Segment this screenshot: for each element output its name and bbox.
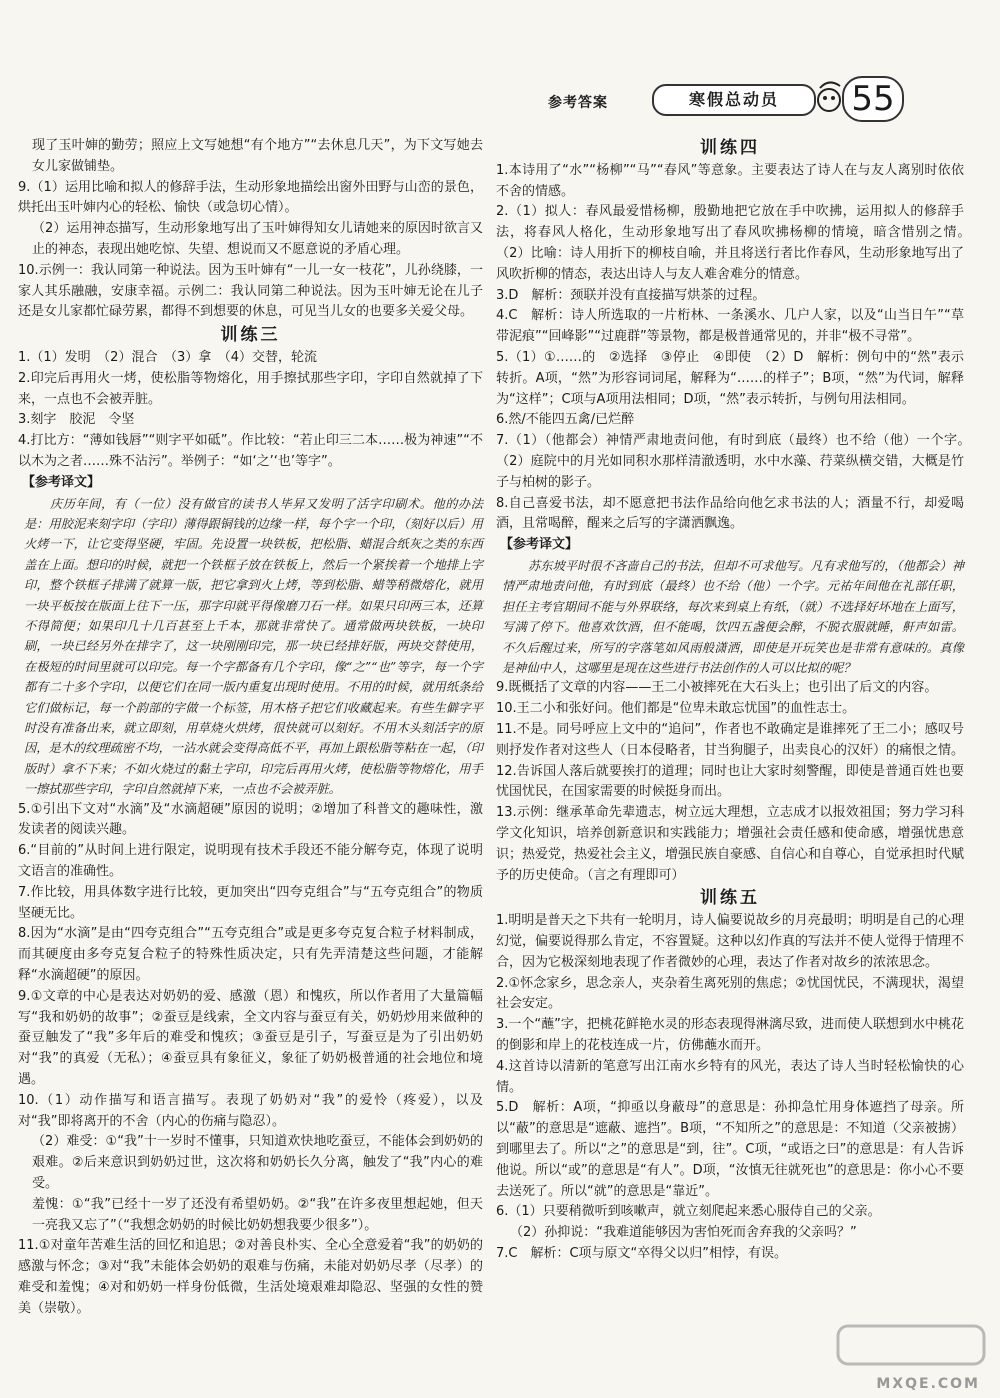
answer-paragraph: 3.一个“蘸”字，把桃花鲜艳水灵的形态表现得淋漓尽致，进而使人联想到水中桃花的倒影和岸上的花枝连成一片，仿佛蘸水而开。 bbox=[496, 1017, 964, 1053]
page-number: 55 bbox=[842, 76, 904, 122]
answer-paragraph: 12.告诉国人落后就要挨打的道理；同时也让大家时刻警醒，即使是普通百姓也要忧国忧民，在国家需要的时候挺身而出。 bbox=[496, 763, 964, 800]
section-heading: 训练五 bbox=[700, 888, 760, 909]
answer-paragraph: 9.①文章的中心是表达对奶奶的爱、感激（恩）和愧疚，所以作者用了大量篇幅写“我和奶奶的故事”；②蚕豆是线索，全文内容与蚕豆有关，奶奶炒用来做种的蚕豆触发了“我”多年后的难受和愧疚；③蚕豆是引子，写蚕豆是为了引出奶奶对“我”的真爱（无私）；④蚕豆具有象征义，象征了奶奶极普通的社会地位和境遇。 bbox=[18, 988, 483, 1087]
answer-paragraph: 2.①怀念家乡，思念亲人，夹杂着生离死别的焦虑；②忧国忧民，不满现状，渴望社会安定。 bbox=[496, 975, 964, 1012]
answer-paragraph: 4.C 解析：诗人所选取的一片桁林、一条溪水、几户人家，以及“山当日午”“草带泥痕”“回峰影”“过鹿群”等景物，都是极普通常见的，并非“极不寻常”。 bbox=[496, 308, 964, 345]
answer-paragraph: 现了玉叶婶的勤劳；照应上文写她想“有个地方”“去休息几天”，为下文写她去女儿家做铺垫。 bbox=[32, 138, 483, 174]
answer-paragraph: 1.明明是普天之下共有一轮明月，诗人偏要说故乡的月亮最明；明明是自己的心理幻觉，偏要说得那么肯定，不容置疑。这种以幻作真的写法并不使人觉得于情理不合，因为它极深刻地表现了作者微妙的心理，表达了作者对故乡的浓浓思念。 bbox=[496, 913, 965, 970]
reference-translation-text: 苏东坡平时很不吝啬自己的书法，但却不可求他写。凡有求他写的，（他都会）神情严肃地责问他，有时到底（最终）也不给（他）一个字。元祐年间他在礼部任职，担任主考官期间不能与外界联络，每次来到桌上有纸，（就）不选择好坏地在上面写，写满了停下。他喜欢饮酒，但不能喝，饮四五盏便会醉，不脱衣服就睡，鼾声如雷。不久后醒过来，所写的字落笔如风雨般潇洒，即使是开玩笑也是非常有意味的。真像是神仙中人，这哪里是现在这些进行书法创作的人可以比拟的呢？ bbox=[502, 558, 964, 675]
answer-paragraph: 5.（1）①……的 ②选择 ③停止 ④即使 （2）D 解析：例句中的“然”表示转折。A项，“然”为形容词词尾，解释为“……的样子”；B项，“然”为代词，解释为“这样”；C项与A项用法相同；D项，“然”表示转折，与例句用法相同。 bbox=[496, 349, 964, 407]
answer-paragraph: 3.D 解析：颈联并没有直接描写烘茶的过程。 bbox=[496, 287, 766, 303]
answer-paragraph: （2）难受：①“我”十一岁时不懂事，只知道欢快地吃蚕豆，不能体会到奶奶的艰难。②后来意识到奶奶过世，这次将和奶奶长久分离，触发了“我”内心的难受。 bbox=[32, 1134, 483, 1191]
answer-paragraph: 10.（1）动作描写和语言描写。表现了奶奶对“我”的爱怜（疼爱），以及对“我”即将离开的不舍（内心的伤痛与隐忍）。 bbox=[18, 1092, 483, 1129]
answer-paragraph: 10.示例一：我认同第一种说法。因为玉叶婶有“一儿一女一枝花”，儿孙绕膝，一家人其乐融融，安康幸福。示例二：我认同第二种说法。因为玉叶婶无论在儿子还是女儿家都忙碌劳累，都得不到想要的休息，可见当儿女的也要多关爱父母。 bbox=[18, 262, 483, 320]
reference-translation-label: 【参考译文】 bbox=[22, 474, 101, 490]
answer-paragraph: 4.打比方：“薄如钱唇”“则字平如砥”。作比较：“若止印三二本……极为神速”“不以木为之者……殊不沾污”。举例子：“如‘之’‘也’等字”。 bbox=[18, 433, 483, 469]
right-column bbox=[496, 136, 978, 1265]
watermark-text: MXQE.COM bbox=[876, 1376, 980, 1392]
answer-paragraph: 1.（1）发明 （2）混合 （3）拿 （4）交替，轮流 bbox=[18, 349, 317, 365]
answer-paragraph: 7.作比较，用具体数字进行比较，更加突出“四夸克组合”与“五夸克组合”的物质坚硬无比。 bbox=[18, 884, 483, 921]
answer-paragraph: 10.王二小和张好问。他们都是“位卑未敢忘忧国”的血性志士。 bbox=[496, 701, 856, 717]
answer-paragraph: 5.D 解析：A项，“抑亟以身蔽母”的意思是：孙抑急忙用身体遮挡了母亲。所以“蔽”的意思是“遮蔽、遮挡”。B项，“不知所之”的意思是：不知道（父亲被掳）到哪里去了。所以“之”的意思是“到，往”。C项，“或语之曰”的意思是：有人告诉他说。所以“或”的意思是“有人”。D项，“汝慎无往就死也”的意思是：你小心不要去送死了。所以“就”的意思是“靠近”。 bbox=[496, 1100, 964, 1199]
answer-paragraph: 9.（1）运用比喻和拟人的修辞手法，生动形象地描绘出窗外田野与山峦的景色，烘托出玉叶婶内心的轻松、愉快（或急切心情）。 bbox=[18, 179, 483, 216]
answer-paragraph: 8.因为“水滴”是由“四夸克组合”“五夸克组合”或是更多夸克复合粒子材料制成，而其硬度由多夸克复合粒子的特殊性质决定，只有先弄清楚这些问题，才能解释“水滴超硬”的原因。 bbox=[18, 926, 483, 984]
answer-paragraph: 11.不是。同号呼应上文中的“追问”，作者也不敢确定是谁摔死了王二小；感叹号则抒发作者对这些人（日本侵略者，甘当狗腿子，出卖良心的汉奸）的痛恨之情。 bbox=[496, 721, 965, 758]
answer-paragraph: 9.既概括了文章的内容——王二小被摔死在大石头上；也引出了后文的内容。 bbox=[496, 680, 938, 696]
answer-paragraph: 5.①引出下文对“水滴”及“水滴超硬”原因的说明；②增加了科普文的趣味性，激发读者的阅读兴趣。 bbox=[18, 801, 483, 838]
section-heading: 训练三 bbox=[220, 325, 281, 346]
answer-paragraph: 1.本诗用了“水”“杨柳”“马”“春风”等意象。主要表达了诗人在与友人离别时依依不舍的情感。 bbox=[496, 162, 964, 199]
answer-paragraph: 3.刻字 胶泥 令坚 bbox=[18, 412, 135, 428]
answer-paragraph: 4.这首诗以清新的笔意写出江南水乡特有的风光，表达了诗人当时轻松愉快的心情。 bbox=[496, 1058, 964, 1095]
answer-paragraph: 6.“目前的”从时间上进行限定，说明现有技术手段还不能分解夸克，体现了说明文语言的准确性。 bbox=[18, 843, 483, 880]
reference-translation-text: 庆历年间，有（一位）没有做官的读书人毕昇又发明了活字印刷术。他的办法是：用胶泥来刻字印（字印）薄得跟铜钱的边缘一样，每个字一个印，（刻好以后）用火烤一下，让它变得坚硬，牢固。先设置一块铁板，把松脂、蜡混合纸灰之类的东西盖在上面。想印的时候，就把一个铁框子放在铁板上，然后一个紧挨着一个地排上字印，整个铁框子排满了就算一版，把它拿到火上烤，等到松脂、蜡等稍微熔化，就用一块平板按在版面上往下一压，那字印就平得像磨刀石一样。如果只印两三本，还算不得简便；如果印几十几百甚至上千本，那就非常快了。通常做两块铁板，一块印刷，一块已经另外在排字了，这一块刚刚印完，那一块已经排好版，两块交替使用，在极短的时间里就可以印完。每一个字都备有几个字印，像“之”“也”等字，每一个字都有二十多个字印，以便它们在同一版内重复出现时使用。不用的时候，就用纸条给它们做标记，每一个韵部的字做一个标签，用木格子把它们收藏起来。有些生僻字平时没有准备出来，就立即刻，用草烧火烘烤，很快就可以刻好。不用木头刻活字的原因，是木的纹理疏密不均，一沾水就会变得高低不平，再加上跟松脂等粘在一起，（印版时）拿不下来；不如火烧过的黏土字印，印完后再用火烤，使松脂等物熔化，用手一擦拭那些字印，字印自然就掉下来，一点也不会被弄脏。 bbox=[24, 496, 483, 797]
answer-paragraph: 11.①对童年苦难生活的回忆和追思；②对善良朴实、全心全意爱着“我”的奶奶的感激与怀念；③对“我”未能体会奶奶的艰难与伤痛，未能对奶奶尽孝（尽孝）的难受和羞愧；④对和奶奶一样身份低微，生活处境艰难却隐忍、坚强的女性的赞美（崇敬）。 bbox=[18, 1238, 483, 1316]
left-column bbox=[18, 136, 483, 1320]
section-label: 参考答案 bbox=[548, 95, 608, 111]
mascot-icon bbox=[814, 78, 844, 121]
answer-paragraph: 羞愧：①“我”已经十一岁了还没有希望奶奶。②“我”在许多夜里想起她，但天一亮我又忘了”（“我想念奶奶的时候比奶奶想我要少很多”）。 bbox=[32, 1196, 483, 1233]
page-header bbox=[0, 78, 1000, 128]
answer-paragraph: 2.（1）拟人：春风最爱惜杨柳，殷勤地把它放在手中吹拂，运用拟人的修辞手法，将春风人格化，生动形象地写出了春风吹拂杨柳的情境，暗含惜别之情。 （2）比喻：诗人用折下的柳枝自喻，并且将送行者比作春风，生动形象地写出了风吹折柳的情态，表达出诗人与友人难舍难分的情意。 bbox=[496, 204, 978, 282]
section-heading: 训练四 bbox=[700, 138, 760, 158]
answer-paragraph: 2.印完后再用火一烤，使松脂等物熔化，用手擦拭那些字印，字印自然就掉了下来，一点也不会被弄脏。 bbox=[18, 370, 483, 407]
answer-paragraph: 7.（1）（他都会）神情严肃地责问他，有时到底（最终）也不给（他）一个字。 （2）庭院中的月光如同积水那样清澈透明，水中水藻、荇菜纵横交错，大概是竹子与柏树的影子。 bbox=[496, 433, 978, 490]
reference-translation-label: 【参考译文】 bbox=[500, 537, 579, 553]
answer-paragraph: 6.（1）只要稍微听到咳嗽声，就立刻爬起来悉心服侍自己的父亲。 bbox=[496, 1204, 881, 1220]
book-title: 寒假总动员 bbox=[652, 84, 816, 116]
answer-paragraph: 7.C 解析：C项与原文“卒得父以归”相悖，有误。 bbox=[496, 1245, 788, 1261]
answer-paragraph: 8.自己喜爱书法，却不愿意把书法作品给向他乞求书法的人；酒量不行，却爱喝酒，且常喝醉，醒来之后写的字潇洒飘逸。 bbox=[496, 495, 964, 532]
answer-paragraph: 13.示例：继承革命先辈遗志，树立远大理想，立志成才以报效祖国；努力学习科学文化知识，培养创新意识和实践能力；增强社会责任感和使命感，增强忧患意识；热爱党，热爱社会主义，增强民族自豪感、自信心和自尊心，自觉承担时代赋予的历史使命。（言之有理即可） bbox=[496, 805, 965, 883]
answer-paragraph: 6.然/不能四五禽/已烂醉 bbox=[496, 412, 635, 428]
answer-paragraph: （2）运用神态描写，生动形象地写出了玉叶婶得知女儿请她来的原因时欲言又止的神态，表现出她吃惊、失望、想说而又不愿意说的矛盾心理。 bbox=[32, 221, 483, 257]
answer-paragraph: （2）孙抑说：“我难道能够因为害怕死而舍弃我的父亲吗？” bbox=[510, 1225, 857, 1241]
